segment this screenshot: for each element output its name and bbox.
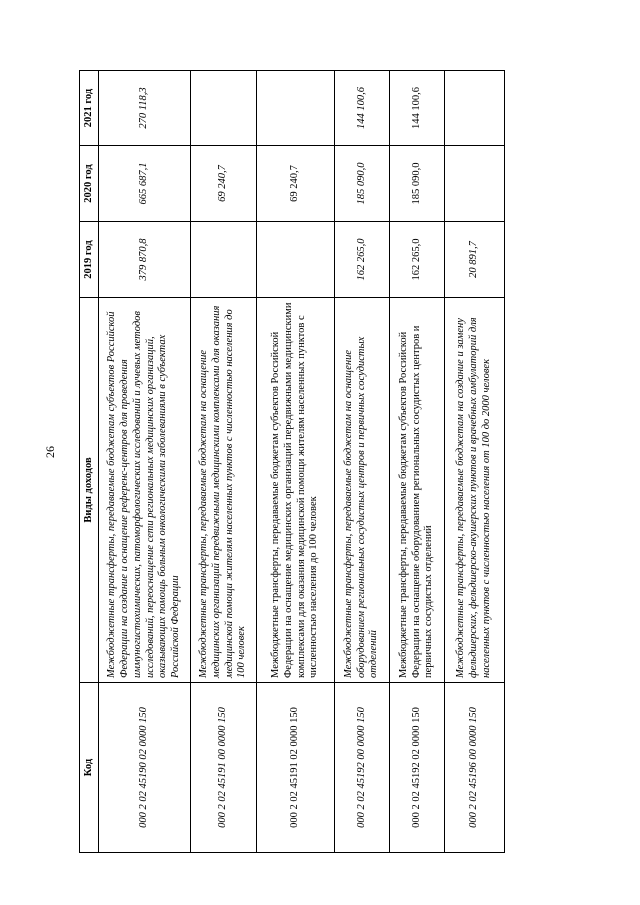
header-income-type: Виды доходов (80, 298, 99, 683)
table-row (191, 71, 257, 853)
row-code: 000 2 02 45192 02 0000 150 (390, 683, 445, 853)
row-description: Межбюджетные трансферты, передаваемые бюджетам на оснащение медицинских организаций передвижными медицинскими комплексами для оказания медицинской помощи жителям населенных пунктов с численностью населения до 100 человек (191, 298, 257, 683)
row-code: 000 2 02 45196 00 0000 150 (445, 683, 505, 853)
header-2021: 2021 год (80, 71, 99, 146)
row-value-2021 (191, 71, 257, 146)
row-description: Межбюджетные трансферты, передаваемые бюджетам на оснащение оборудованием региональных сосудистых центров и первичных сосудистых отделений (335, 298, 390, 683)
budget-table-container (79, 71, 504, 853)
table-row (445, 71, 505, 853)
row-description: Межбюджетные трансферты, передаваемые бюджетам субъектов Российской Федерации на создание и оснащение референс-центров для проведения иммуногистохимических, патоморфологических исследований и лучевых методов исследований, переоснащение сети региональных медицинских организаций, оказывающих помощь больным онкологическими заболеваниями в субъектах Российской Федерации (99, 298, 191, 683)
table-row (335, 71, 390, 853)
row-value-2019: 162 265,0 (335, 222, 390, 298)
header-2020: 2020 год (80, 146, 99, 222)
row-description: Межбюджетные трансферты, передаваемые бюджетам субъектов Российской Федерации на оснащение оборудованием региональных сосудистых центров и первичных сосудистых отделений (390, 298, 445, 683)
row-code: 000 2 02 45191 02 0000 150 (257, 683, 335, 853)
table-row (390, 71, 445, 853)
row-value-2020 (445, 146, 505, 222)
row-code: 000 2 02 45191 00 0000 150 (191, 683, 257, 853)
row-value-2021: 144 100,6 (335, 71, 390, 146)
budget-income-table (79, 70, 505, 853)
row-value-2020: 665 687,1 (99, 146, 191, 222)
row-value-2021: 144 100,6 (390, 71, 445, 146)
row-value-2019 (191, 222, 257, 298)
table-row (99, 71, 191, 853)
row-description: Межбюджетные трансферты, передаваемые бюджетам субъектов Российской Федерации на оснащение медицинских организаций передвижными медицинскими комплексами для оказания медицинской помощи жителям населенных пунктов с численностью населения до 100 человек (257, 298, 335, 683)
header-code: Код (80, 683, 99, 853)
row-value-2019: 379 870,8 (99, 222, 191, 298)
header-2019: 2019 год (80, 222, 99, 298)
page-number: 26 (43, 446, 57, 458)
row-value-2021: 270 118,3 (99, 71, 191, 146)
row-description: Межбюджетные трансферты, передаваемые бюджетам на создание и замену фельдшерских, фельдшерско-акушерских пунктов и врачебных амбулаторий для населенных пунктов с численностью населения от 100 до 2000 человек (445, 298, 505, 683)
row-value-2021 (257, 71, 335, 146)
table-header-row (80, 71, 99, 853)
row-value-2019: 20 891,7 (445, 222, 505, 298)
table-row (257, 71, 335, 853)
row-value-2020: 69 240,7 (191, 146, 257, 222)
row-value-2019 (257, 222, 335, 298)
row-value-2021 (445, 71, 505, 146)
row-value-2020: 185 090,0 (390, 146, 445, 222)
row-code: 000 2 02 45190 02 0000 150 (99, 683, 191, 853)
row-value-2019: 162 265,0 (390, 222, 445, 298)
row-value-2020: 69 240,7 (257, 146, 335, 222)
row-value-2020: 185 090,0 (335, 146, 390, 222)
row-code: 000 2 02 45192 00 0000 150 (335, 683, 390, 853)
